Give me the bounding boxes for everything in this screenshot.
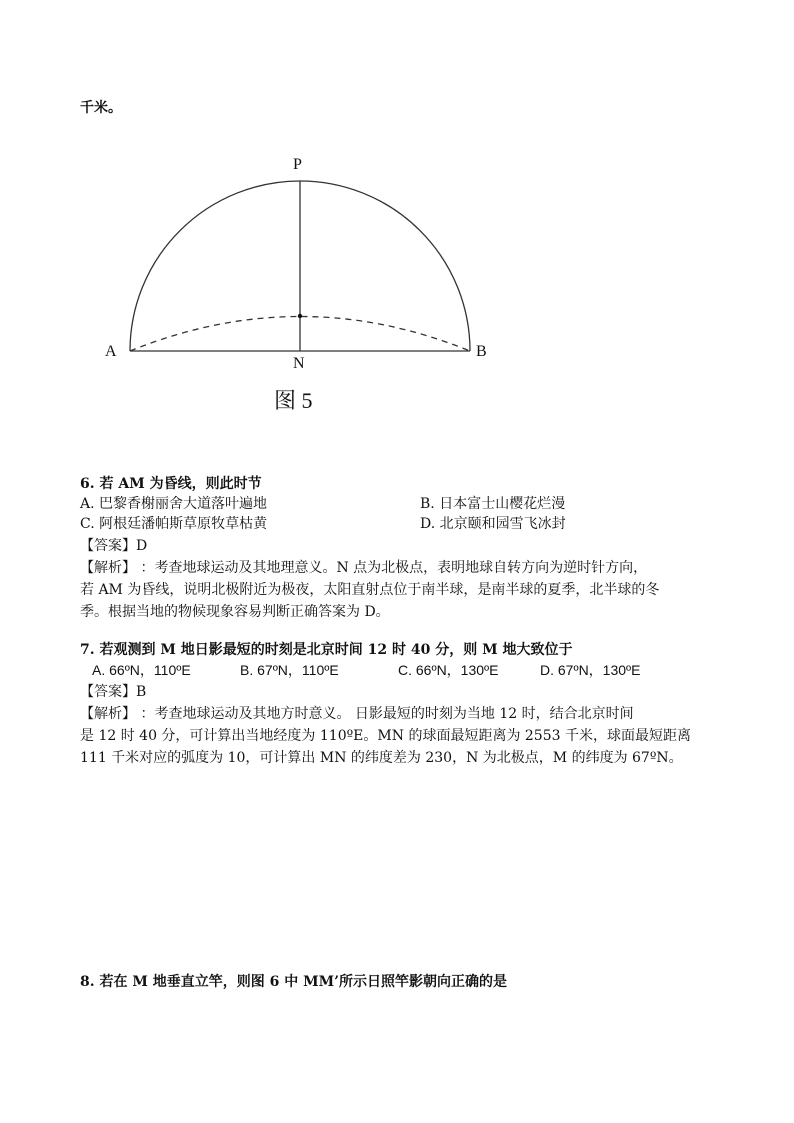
center-point [298,314,302,318]
q6-option-d: D. 北京颐和园雪飞冰封 [420,516,566,532]
q6-analysis-line-1: 【解析】 ：考查地球运动及其地理意义。N 点为北极点，表明地球自转方向为逆时针方向， [80,560,648,576]
figure-5 [96,150,506,420]
q6-analysis-line-2: 若 AM 为昏线，说明北极附近为极夜，太阳直射点位于南半球，是南半球的夏季，北半球的冬 [80,582,660,598]
q7-stem: 7. 若观测到 M 地日影最短的时刻是北京时间 12 时 40 分，则 M 地大致位于 [80,642,573,658]
label-p: P [293,156,302,173]
q7-analysis-line-3: 111 千米对应的弧度为 10，可计算出 MN 的纬度差为 230，N 为北极点，M 的纬度为 67ºN。 [80,750,683,766]
q7-answer: 【答案】B [80,684,147,700]
label-a: A [105,343,117,360]
hemisphere-diagram [96,150,506,420]
q7-analysis-line-2: 是 12 时 40 分，可计算出当地经度为 110ºE。MN 的球面最短距离为 2553 千米，球面最短距离 [80,728,691,744]
q6-answer: 【答案】D [80,538,148,554]
q7-analysis-line-1: 【解析】 ：考查地球运动及其地方时意义。 日影最短的时刻为当地 12 时，结合北京时间 [80,706,634,722]
label-b: B [476,343,487,360]
q6-stem: 6. 若 AM 为昏线，则此时节 [80,476,262,492]
q7-option-c: C. 66ºN，130ºE [398,662,499,678]
q7-option-d: D. 67ºN，130ºE [540,662,641,678]
q6-option-a: A. 巴黎香榭丽舍大道落叶遍地 [80,496,268,512]
q6-option-b: B. 日本富士山樱花烂漫 [420,496,566,512]
q7-option-b: B. 67ºN，110ºE [240,662,339,678]
q8-stem: 8. 若在 M 地垂直立竿，则图 6 中 MM’所示日照竿影朝向正确的是 [80,974,507,990]
text-fragment: 千米。 [80,100,122,116]
figure-caption: 图 5 [274,388,313,413]
label-n: N [293,355,305,372]
q6-analysis-line-3: 季。根据当地的物候现象容易判断正确答案为 D。 [80,604,390,620]
q7-option-a: A. 66ºN，110ºE [92,662,191,678]
q6-option-c: C. 阿根廷潘帕斯草原牧草枯黄 [80,516,268,532]
